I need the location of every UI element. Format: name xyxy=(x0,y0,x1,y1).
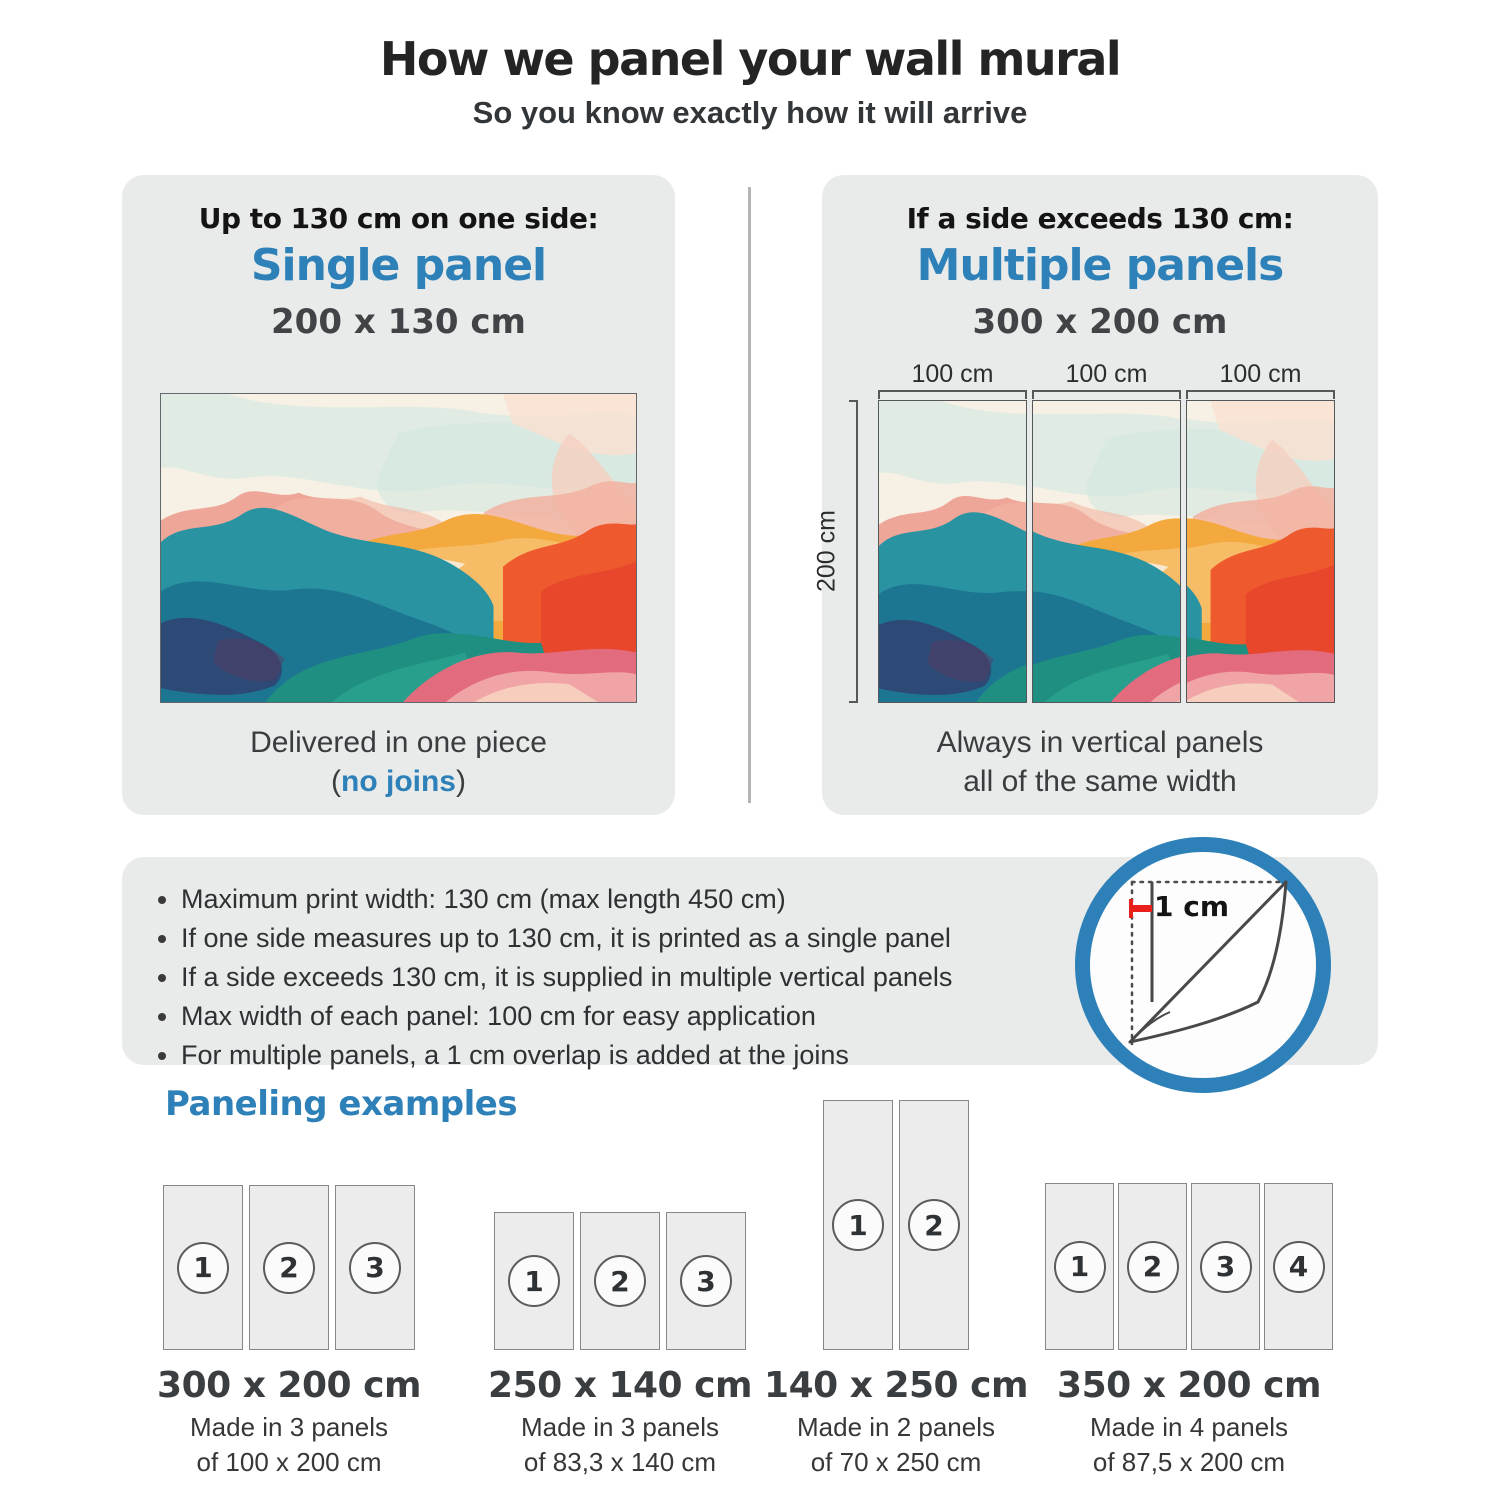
panel xyxy=(1264,1183,1333,1350)
example-size: 140 x 250 cm xyxy=(764,1365,1028,1406)
width-measure-3 xyxy=(1186,361,1335,399)
example-detail-line1: Made in 3 panels xyxy=(189,1412,389,1442)
panel-number-badge: 2 xyxy=(594,1255,646,1307)
multiple-panels-footer-line2: all of the same width xyxy=(963,765,1237,798)
mural-panels xyxy=(878,400,1335,703)
example-detail-line1: Made in 2 panels xyxy=(796,1412,996,1442)
example-140x250 xyxy=(756,1100,1036,1476)
panel-width-measurements xyxy=(878,361,1335,399)
single-panel-condition: Up to 130 cm on one side: xyxy=(198,202,599,235)
example-detail-line2: of 87,5 x 200 cm xyxy=(1092,1447,1286,1477)
multiple-panels-size: 300 x 200 cm xyxy=(972,302,1228,342)
single-panel-size: 200 x 130 cm xyxy=(271,302,526,342)
bullet-dot xyxy=(158,974,166,982)
panel xyxy=(335,1185,415,1350)
panel xyxy=(823,1100,893,1350)
panel-number-badge: 3 xyxy=(349,1242,401,1294)
panel-number-badge: 2 xyxy=(263,1242,315,1294)
panel-number-badge: 2 xyxy=(908,1199,960,1251)
note-text: For multiple panels, a 1 cm overlap is added at the joins xyxy=(181,1040,849,1070)
panel-number-badge: 4 xyxy=(1273,1241,1325,1293)
mural-image-single xyxy=(160,393,637,703)
bullet-dot xyxy=(158,1013,166,1021)
example-250x140 xyxy=(480,1212,760,1476)
example-detail-line2: of 100 x 200 cm xyxy=(196,1447,382,1477)
paren-close: ) xyxy=(456,765,466,798)
panel-number-badge: 1 xyxy=(508,1255,560,1307)
example-detail-line2: of 70 x 250 cm xyxy=(810,1447,982,1477)
mural-panel-3 xyxy=(1186,400,1335,703)
panel-number-badge: 1 xyxy=(177,1242,229,1294)
page-subtitle: So you know exactly how it will arrive xyxy=(472,95,1028,130)
note-text: If one side measures up to 130 cm, it is printed as a single panel xyxy=(181,923,951,953)
panel xyxy=(249,1185,329,1350)
bullet-dot xyxy=(158,1052,166,1060)
single-panel-footer-line2 xyxy=(122,765,675,799)
panel xyxy=(494,1212,574,1350)
single-panel-card xyxy=(122,175,675,815)
page-title: How we panel your wall mural xyxy=(379,32,1121,86)
panel xyxy=(899,1100,969,1350)
panel xyxy=(580,1212,660,1350)
multiple-panels-type: Multiple panels xyxy=(916,240,1284,291)
example-size: 250 x 140 cm xyxy=(488,1365,752,1406)
width-bracket-1 xyxy=(878,390,1027,399)
mural-panel-2 xyxy=(1032,400,1181,703)
panel-number-badge: 3 xyxy=(680,1255,732,1307)
multiple-panels-footer-line1: Always in vertical panels xyxy=(936,726,1264,759)
bullet-dot xyxy=(158,935,166,943)
width-bracket-2 xyxy=(1032,390,1181,399)
panel-number-badge: 1 xyxy=(1054,1241,1106,1293)
example-350x200 xyxy=(1045,1183,1333,1476)
panel xyxy=(163,1185,243,1350)
examples-heading: Paneling examples xyxy=(165,1084,518,1124)
panel-number-badge: 3 xyxy=(1200,1241,1252,1293)
panel xyxy=(1118,1183,1187,1350)
width-bracket-3 xyxy=(1186,390,1335,399)
note-text: Maximum print width: 130 cm (max length 450 cm) xyxy=(181,884,786,914)
width-label-1: 100 cm xyxy=(911,360,994,388)
panel-number-badge: 2 xyxy=(1127,1241,1179,1293)
example-panels xyxy=(480,1212,760,1350)
overlap-size-label: 1 cm xyxy=(1154,890,1230,923)
note-text: If a side exceeds 130 cm, it is supplied in multiple vertical panels xyxy=(181,962,953,992)
example-panels xyxy=(1045,1183,1333,1350)
multiple-panels-card xyxy=(812,175,1378,815)
width-measure-2 xyxy=(1032,361,1181,399)
example-300x200 xyxy=(149,1185,429,1476)
example-detail-line1: Made in 4 panels xyxy=(1089,1412,1289,1442)
single-panel-type: Single panel xyxy=(250,240,547,291)
width-label-2: 100 cm xyxy=(1065,360,1148,388)
panel xyxy=(1191,1183,1260,1350)
example-panels xyxy=(756,1100,1036,1350)
height-label: 200 cm xyxy=(812,510,841,593)
single-panel-footer-line1: Delivered in one piece xyxy=(250,726,547,759)
width-measure-1 xyxy=(878,361,1027,399)
paren-open: ( xyxy=(331,765,341,798)
example-size: 350 x 200 cm xyxy=(1057,1365,1321,1406)
example-detail-line2: of 83,3 x 140 cm xyxy=(523,1447,717,1477)
example-size: 300 x 200 cm xyxy=(157,1365,421,1406)
mural-panel-1 xyxy=(878,400,1027,703)
width-label-3: 100 cm xyxy=(1219,360,1302,388)
note-text: Max width of each panel: 100 cm for easy application xyxy=(181,1001,816,1031)
multiple-panels-condition: If a side exceeds 130 cm: xyxy=(906,202,1294,235)
example-detail-line1: Made in 3 panels xyxy=(520,1412,720,1442)
height-bracket xyxy=(849,400,858,703)
example-panels xyxy=(149,1185,429,1350)
panel xyxy=(666,1212,746,1350)
bullet-dot xyxy=(158,896,166,904)
header xyxy=(0,32,1500,131)
cards-divider xyxy=(748,187,751,803)
panel-number-badge: 1 xyxy=(832,1199,884,1251)
panel xyxy=(1045,1183,1114,1350)
no-joins-text: no joins xyxy=(341,765,456,798)
overlap-page-curl-icon xyxy=(1075,837,1331,1093)
